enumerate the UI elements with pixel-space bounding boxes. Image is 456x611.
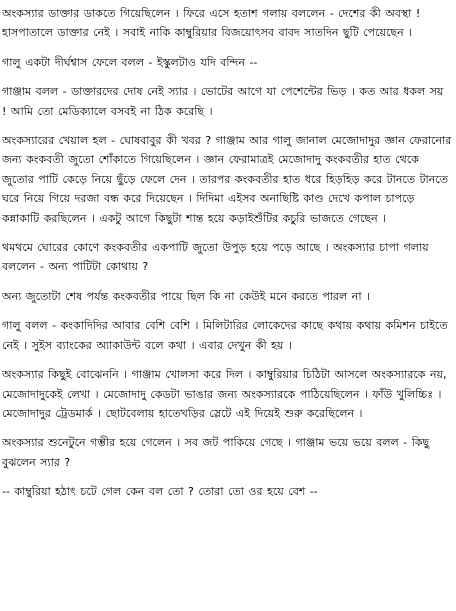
paragraph-serious: অংকস্যার শুনেটুনে গম্ভীর হয়ে গেলেন । সব জট পাকিয়ে গেছে । গাঞ্জাম ভয়ে ভয়ে বলল - কিছু বুঝলেন স্যার ? [2, 436, 430, 469]
paragraph-doctor: অংকস্যার ডাক্তার ডাকতে গিয়েছিলেন । ফিরে এসে হতাশ গলায় বললেন - দেশের কী অবস্থা ! হাসপাতালে ডাক্তার নেই । সবাই নাকি কাম্বুরিয়ার বিজয়োৎসব বাবদ সাতদিন ছুটি পেয়েছেন । [2, 7, 421, 40]
paragraph-question: -- কাম্বুরিয়া হঠাৎ চটে গেল কেন বল তো ? তোরা তো ওর হয়ে বেশ -- [2, 485, 318, 499]
paragraph-letter-explained: অংকস্যার কিছুই বোঝেননি । গাঞ্জাম খোলসা করে দিল । কাম্বুরিয়ার চিঠিটা আসলে অংকস্যারকে নয়, মেজোদাদুকেই লেখা । মেজোদাদু কেডটা ভাঙার জন্য অংকস্যারকে পাঠিয়েছিলেন । ফাঁউ খুলিচ্চিঃ । মেজোদাদুর ট্রেডমার্ক । ছোটবেলায় হাতেখড়ির স্লেটে এই দিয়েই শুরু করেছিলেন । [2, 368, 447, 420]
paragraph-ganjam-doctors: গাঞ্জাম বলল - ডাক্তারদের দোষ নেই স্যার । ভোটের আগে যা পেশেন্টের ভিড় । কত আর ধকল সয় ! আমি তো মেডিক্যালে বসবই না ঠিক করেছি । [2, 85, 444, 118]
paragraph-ghoshbabu-news: অংকস্যারের খেয়াল হল - ঘোষবাবুর কী খবর ? গাঞ্জাম আর গালু জানাল মেজোদাদুর জ্ঞান ফেরানোর জন্য কংকবতী জুতো শোঁকাতে গিয়েছিলেন । জ্ঞান ফেরামাত্রই মেজোদাদু কংকবতীর হাত থেকে জুতোর পাটি কেড়ে নিয়ে ছুঁড়ে ফেলে দেন । তারপর কংকবতীর হাত ধরে হিড়হিড় করে টানতে টানতে ঘরে নিয়ে গিয়ে দরজা বন্ধ করে দিয়েছেন । দিদিমা এইসব অনাছিষ্টি কাণ্ড দেখে কপাল চাপড়ে কন্নাকাটি করছিলেন । একটু আগে কিছুটা শান্ত হয়ে কড়াইশুঁটির কচুরি ভাজতে গেছেন । [2, 134, 452, 225]
paragraph-shoe: থমথমে ঘোরের কোণে কংকবতীর একপাটি জুতো উপুড় হয়ে পড়ে আছে । অংকস্যার চাপা গলায় বললেন - অন্য পাটিটা কোথায় ? [2, 241, 429, 274]
paragraph-galu-commission: গালু বলল - কংকাদিদির আবার বেশি বেশি । মিলিটারির লোকেদের কাছে কথায় কথায় কমিশন চাইতে নেই । সুইস ব্যাংকের অ্যাকাউন্ট বলে কথা । এবার দেখুন কী হয় । [2, 319, 448, 352]
paragraph-galu-sigh: গালু একটা দীর্ঘশ্বাস ফেলে বলল - ইস্কুলটাও যদি বন্দিন -- [2, 55, 258, 69]
paragraph-other-shoe: অন্য জুতোটা শেষ পর্যন্ত কংকবতীর পায়ে ছিল কি না কেউই মনে করতে পারল না । [2, 289, 370, 303]
